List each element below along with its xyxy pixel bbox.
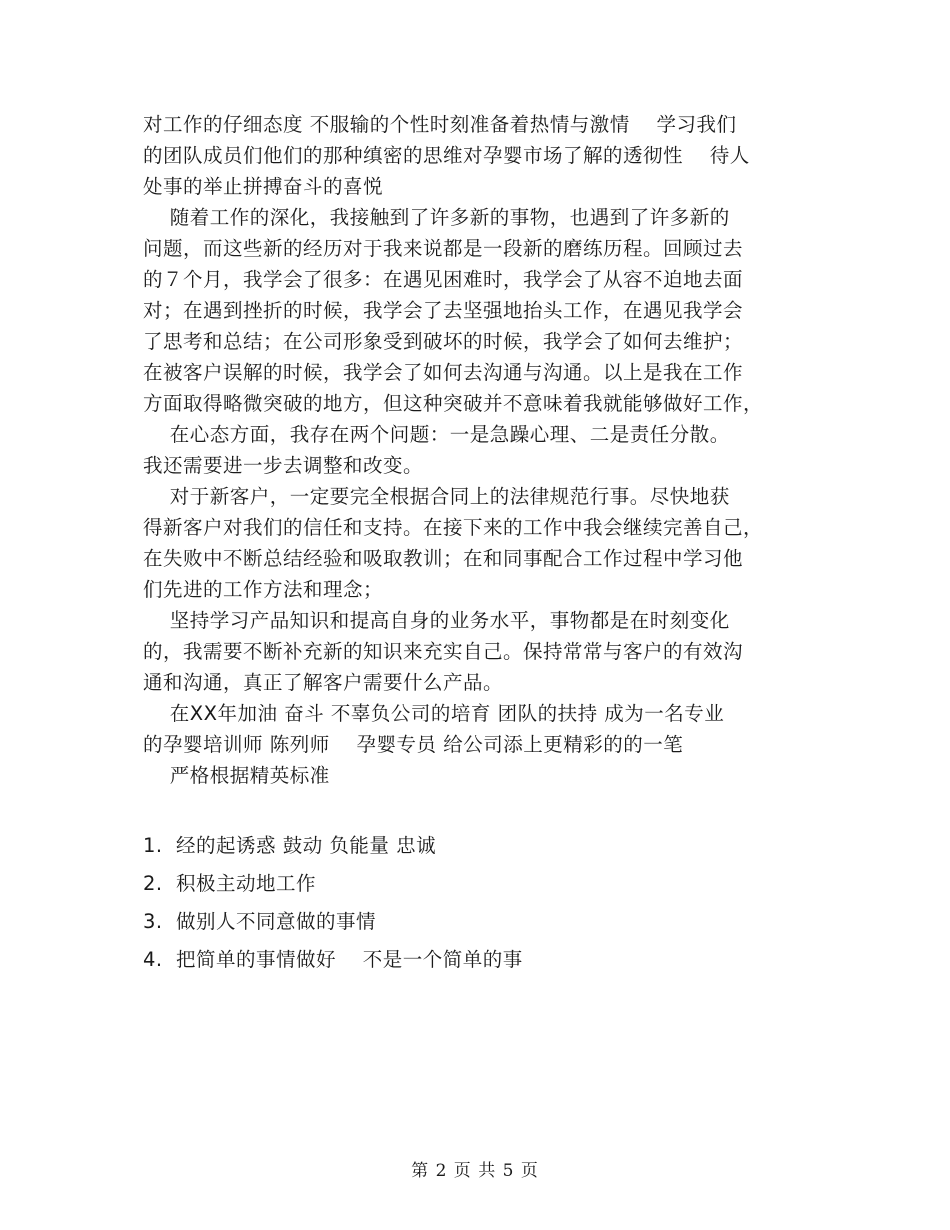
text-line: 的团队成员们他们的那种缜密的思维对孕婴市场了解的透彻性 待人	[143, 144, 750, 167]
document-body	[143, 109, 808, 979]
text-line: 在被客户误解的时候，我学会了如何去沟通与沟通。以上是我在工作	[143, 361, 744, 384]
text-line: 通和沟通，真正了解客户需要什么产品。	[143, 671, 504, 694]
text-line: 们先进的工作方法和理念；	[143, 578, 384, 601]
text-line: 在XX年加油 奋斗 不辜负公司的培育 团队的扶持 成为一名专业	[143, 702, 725, 725]
text-line: 方面取得略微突破的地方，但这种突破并不意味着我就能够做好工作，	[143, 392, 764, 415]
text-line: 严格根据精英标准	[143, 764, 330, 787]
text-line: 的，我需要不断补充新的知识来充实自己。保持常常与客户的有效沟	[143, 640, 744, 663]
text-line: 处事的举止拼搏奋斗的喜悦	[143, 175, 384, 198]
text-line: 得新客户对我们的信任和支持。在接下来的工作中我会继续完善自己，	[143, 516, 764, 539]
text-line: 坚持学习产品知识和提高自身的业务水平，事物都是在时刻变化	[143, 609, 730, 632]
text-line: 的７个月，我学会了很多：在遇见困难时，我学会了从容不迫地去面	[143, 268, 744, 291]
numbered-list	[143, 827, 808, 979]
text-line: 随着工作的深化，我接触到了许多新的事物，也遇到了许多新的	[143, 206, 730, 229]
text-line: 对；在遇到挫折的时候，我学会了去坚强地抬头工作，在遇见我学会	[143, 299, 744, 322]
list-item: 4. 把简单的事情做好 不是一个简单的事	[143, 948, 523, 971]
text-line: 在失败中不断总结经验和吸取教训；在和同事配合工作过程中学习他	[143, 547, 744, 570]
list-item: 1. 经的起诱惑 鼓动 负能量 忠诚	[143, 834, 437, 857]
text-line: 问题，而这些新的经历对于我来说都是一段新的磨练历程。回顾过去	[143, 237, 744, 260]
text-line: 对工作的仔细态度 不服输的个性时刻准备着热情与激情 学习我们	[143, 113, 737, 136]
list-item: 3. 做别人不同意做的事情	[143, 910, 377, 933]
text-line: 我还需要进一步去调整和改变。	[143, 454, 424, 477]
text-line: 了思考和总结；在公司形象受到破坏的时候，我学会了如何去维护；	[143, 330, 744, 353]
page-number-footer: 第 2 页 共 5 页	[411, 1161, 539, 1181]
text-line: 的孕婴培训师 陈列师 孕婴专员 给公司添上更精彩的的一笔	[143, 733, 684, 756]
text-line: 在心态方面，我存在两个问题：一是急躁心理、二是责任分散。	[143, 423, 730, 446]
spacer	[143, 791, 808, 827]
text-line: 对于新客户，一定要完全根据合同上的法律规范行事。尽快地获	[143, 485, 730, 508]
list-item: 2. 积极主动地工作	[143, 872, 317, 895]
